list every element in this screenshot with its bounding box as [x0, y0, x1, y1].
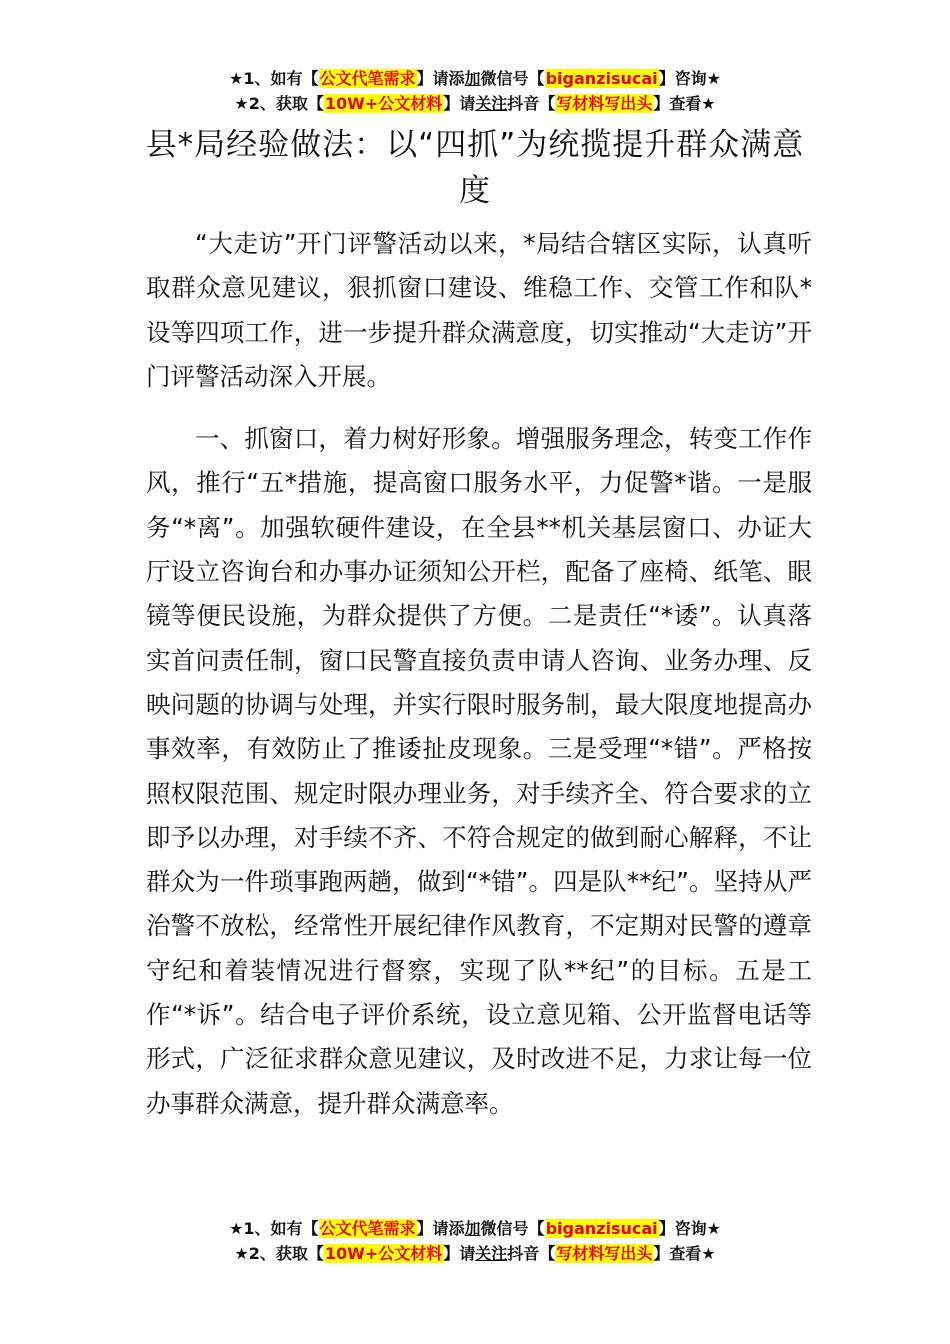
promo-text: 抖音【 [507, 1244, 556, 1263]
promo-text: ★1、如有【 [229, 69, 319, 88]
promo-text: 】请添 [416, 1219, 465, 1238]
document-title: 县*局经验做法：以“四抓”为统揽提升群众满意度 [145, 127, 805, 209]
promo-line-2 [0, 91, 950, 116]
promo-highlight: 10W+公文材料 [324, 94, 443, 113]
promo-highlight: 公文代笔需求 [319, 1219, 416, 1238]
promo-banner-top [0, 66, 950, 116]
promo-text: ★2、获取【 [234, 1244, 324, 1263]
promo-text: 】咨询★ [658, 69, 721, 88]
body-paragraph-intro: “大走访”开门评警活动以来，*局结合辖区实际，认真听取群众意见建议，狠抓窗口建设、维稳工作、交管工作和队*设等四项工作，进一步提升群众满意度，切实推动“大走访”开门评警活动深入开展。 [146, 229, 812, 391]
promo-highlight-douyin-id: 写材料写出头 [556, 94, 653, 113]
document-body [146, 222, 812, 1126]
promo-line-1 [0, 66, 950, 91]
promo-text: 】查看★ [653, 94, 716, 113]
promo-underlined-text: 加 [464, 69, 481, 88]
promo-highlight-douyin-id: 写材料写出头 [556, 1244, 653, 1263]
promo-text: 】请 [443, 1244, 476, 1263]
promo-underlined-text: 关注 [475, 94, 508, 113]
promo-text: 】请添 [416, 69, 465, 88]
promo-text: 抖音【 [507, 94, 556, 113]
promo-text: 】咨询★ [658, 1219, 721, 1238]
promo-line-2 [0, 1241, 950, 1266]
promo-underlined-text: 加 [464, 1219, 481, 1238]
promo-line-1 [0, 1216, 950, 1241]
promo-highlight: 公文代笔需求 [319, 69, 416, 88]
promo-text: ★1、如有【 [229, 1219, 319, 1238]
promo-text: ★2、获取【 [234, 94, 324, 113]
promo-text: 微信号【 [480, 1219, 545, 1238]
promo-banner-bottom [0, 1216, 950, 1266]
promo-highlight-wechat-id: biganzisucai [545, 69, 658, 88]
promo-highlight: 10W+公文材料 [324, 1244, 443, 1263]
promo-underlined-text: 关注 [475, 1244, 508, 1263]
promo-highlight-wechat-id: biganzisucai [545, 1219, 658, 1238]
promo-text: 微信号【 [480, 69, 545, 88]
promo-text: 】请 [443, 94, 476, 113]
promo-text: 】查看★ [653, 1244, 716, 1263]
body-paragraph-section-1: 一、抓窗口，着力树好形象。增强服务理念，转变工作作风，推行“五*措施，提高窗口服务水平，力促警*谐。一是服务“*离”。加强软硬件建设，在全县**机关基层窗口、办证大厅设立咨询台和办事办证须知公开栏，配备了座椅、纸笔、眼镜等便民设施，为群众提供了方便。二是责任“*诿”。认真落实首问责任制，窗口民警直接负责申请人咨询、业务办理、反映问题的协调与处理，并实行限时服务制，最大限度地提高办事效率，有效防止了推诿扯皮现象。三是受理“*错”。严格按照权限范围、规定时限办理业务，对手续齐全、符合要求的立即予以办理，对手续不齐、不符合规定的做到耐心解释，不让群众为一件琐事跑两趟，做到“*错”。四是队**纪”。坚持从严治警不放松，经常性开展纪律作风教育，不定期对民警的遵章守纪和着装情况进行督察，实现了队**纪”的目标。五是工作“*诉”。结合电子评价系统，设立意见箱、公开监督电话等形式，广泛征求群众意见建议，及时改进不足，力求让每一位办事群众满意，提升群众满意率。 [146, 424, 812, 1118]
